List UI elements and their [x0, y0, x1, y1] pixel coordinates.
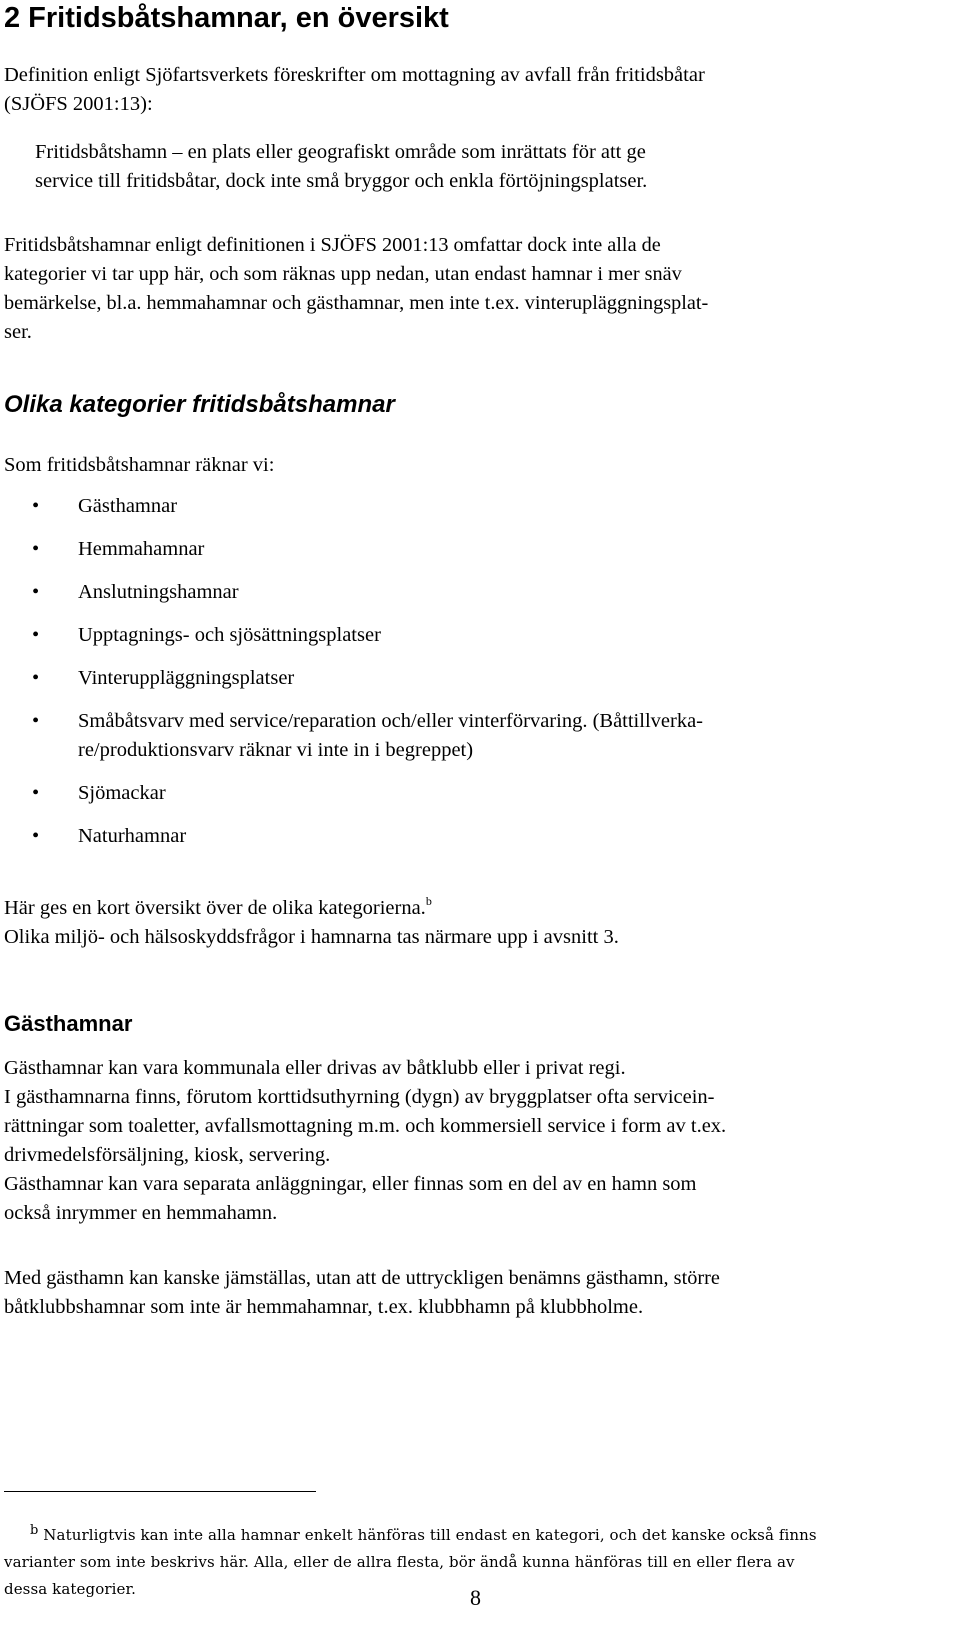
chapter-heading: 2 Fritidsbåtshamnar, en översikt [4, 2, 449, 34]
list-item: Gästhamnar [78, 495, 178, 517]
guest-line-1: Gästhamnar kan vara kommunala eller drivas av båtklubb eller i privat regi. [4, 1057, 626, 1079]
guest-line-2: I gästhamnarna finns, förutom korttidsuthyrning (dygn) av bryggplatser ofta servicein- [4, 1086, 715, 1108]
list-item-continuation: re/produktionsvarv räknar vi inte in i begreppet) [78, 739, 474, 761]
list-item: Vinteruppläggningsplatser [78, 667, 295, 689]
list-item: Upptagnings- och sjösättningsplatser [78, 624, 381, 646]
list-item: Anslutningshamnar [78, 581, 239, 603]
footnote-mark: b [30, 1523, 39, 1538]
footnote-line-3: dessa kategorier. [4, 1580, 136, 1598]
categories-summary-line-2: Olika miljö- och hälsoskyddsfrågor i hamnarna tas närmare upp i avsnitt 3. [4, 926, 619, 948]
list-item: Naturhamnar [78, 825, 187, 847]
summary-text: Här ges en kort översikt över de olika kategorierna. [4, 897, 426, 919]
bullet-icon: • [32, 495, 40, 517]
paragraph-1-line-2: kategorier vi tar upp här, och som räknas upp nedan, utan endast hamnar i mer snäv [4, 263, 682, 285]
guest-line-6: också inrymmer en hemmahamn. [4, 1202, 278, 1224]
list-item: Hemmahamnar [78, 538, 205, 560]
definition-intro-line-2: (SJÖFS 2001:13): [4, 93, 153, 115]
section-heading-categories: Olika kategorier fritidsbåtshamnar [4, 391, 395, 418]
guest-paragraph-2-line-2: båtklubbshamnar som inte är hemmahamnar, t.ex. klubbhamn på klubbholme. [4, 1296, 644, 1318]
bullet-icon: • [32, 581, 40, 603]
list-item: Sjömackar [78, 782, 166, 804]
guest-paragraph-2-line-1: Med gästhamn kan kanske jämställas, utan att de uttryckligen benämns gästhamn, större [4, 1267, 720, 1289]
bullet-icon: • [32, 782, 40, 804]
paragraph-1-line-3: bemärkelse, bl.a. hemmahamnar och gästhamnar, men inte t.ex. vinterupläggningsplat- [4, 292, 709, 314]
bullet-icon: • [32, 667, 40, 689]
footnote-reference: b [425, 894, 432, 908]
footnote-text: Naturligtvis kan inte alla hamnar enkelt hänföras till endast en kategori, och det kanske också finns [43, 1526, 817, 1544]
footnote-separator [4, 1491, 316, 1492]
categories-summary-line-1 [4, 895, 432, 922]
list-item: Småbåtsvarv med service/reparation och/eller vinterförvaring. (Båttillverka- [78, 710, 703, 732]
definition-quote-line-1: Fritidsbåtshamn – en plats eller geografiskt område som inrättats för att ge [35, 141, 646, 163]
section-heading-guest-harbors: Gästhamnar [4, 1011, 133, 1036]
definition-intro-line-1: Definition enligt Sjöfartsverkets föreskrifter om mottagning av avfall från fritidsbåtar [4, 64, 705, 86]
bullet-icon: • [32, 624, 40, 646]
bullet-icon: • [32, 710, 40, 732]
footnote-line-2: varianter som inte beskrivs här. Alla, eller de allra flesta, bör ändå kunna hänföras till en eller flera av [4, 1553, 795, 1571]
bullet-icon: • [32, 538, 40, 560]
paragraph-1-line-1: Fritidsbåtshamnar enligt definitionen i SJÖFS 2001:13 omfattar dock inte alla de [4, 234, 661, 256]
guest-line-4: drivmedelsförsäljning, kiosk, servering. [4, 1144, 331, 1166]
bullet-icon: • [32, 825, 40, 847]
guest-line-3: rättningar som toaletter, avfallsmottagning m.m. och kommersiell service i form av t.ex. [4, 1115, 727, 1137]
paragraph-1-line-4: ser. [4, 321, 32, 343]
categories-lead: Som fritidsbåtshamnar räknar vi: [4, 454, 275, 476]
footnote-line-1 [30, 1522, 817, 1549]
guest-line-5: Gästhamnar kan vara separata anläggningar, eller finnas som en del av en hamn som [4, 1173, 697, 1195]
definition-quote-line-2: service till fritidsbåtar, dock inte små bryggor och enkla förtöjningsplatser. [35, 170, 648, 192]
page-number: 8 [470, 1585, 481, 1610]
